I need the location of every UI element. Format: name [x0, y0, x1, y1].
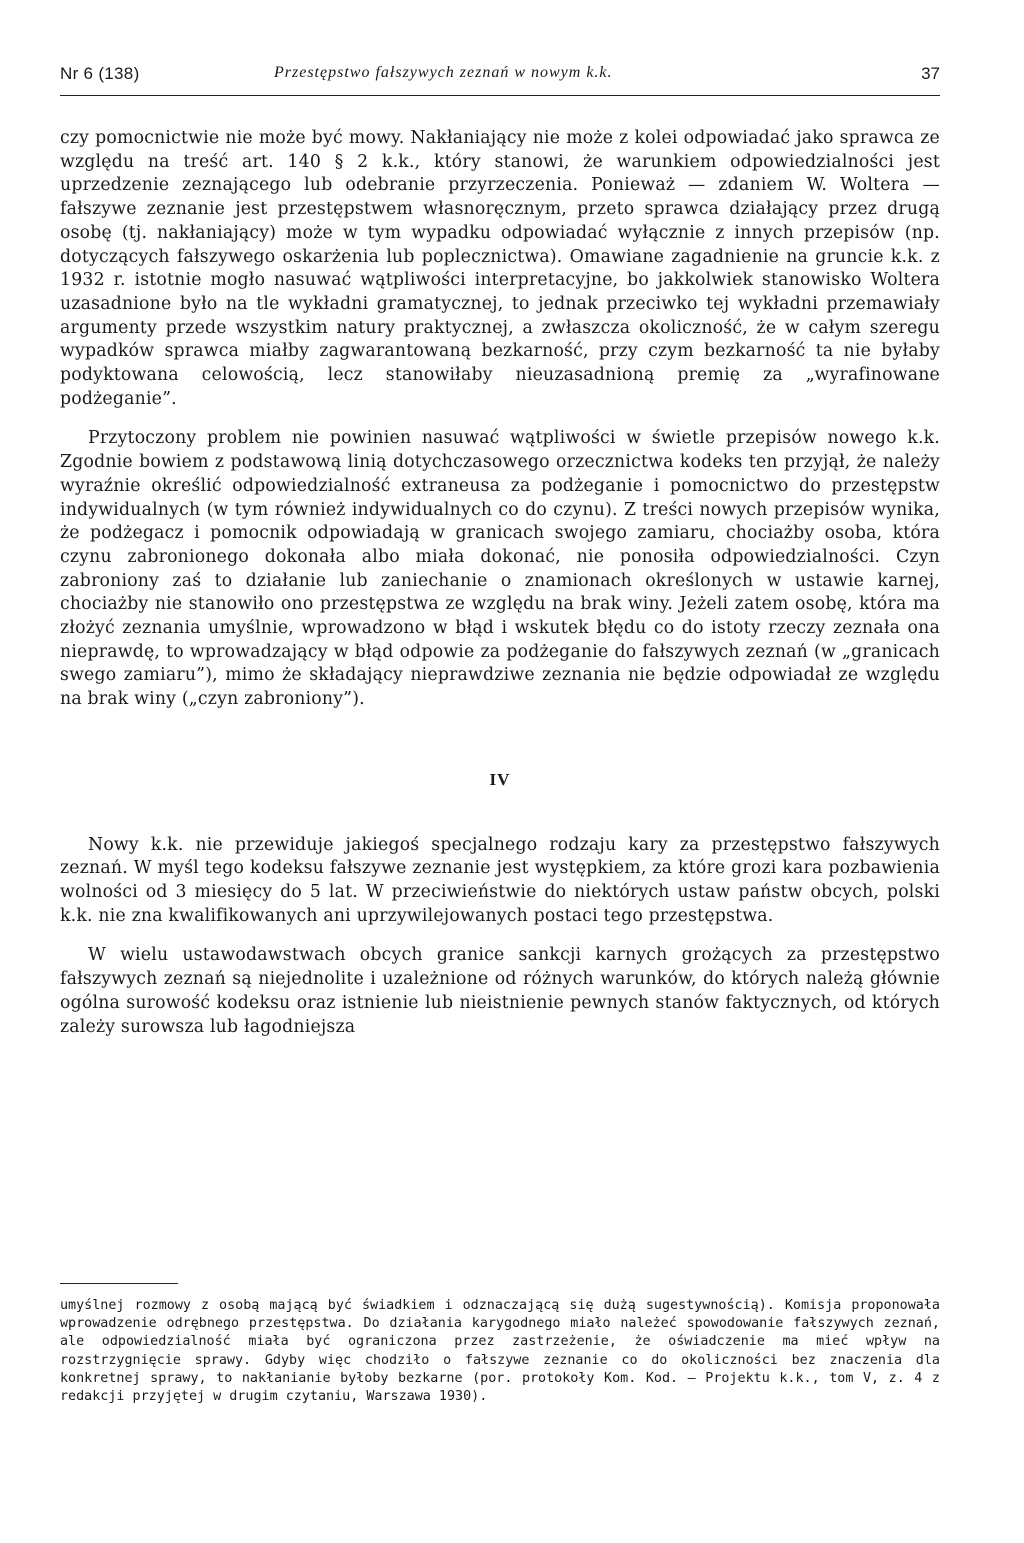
footnote-rule [60, 1283, 178, 1284]
paragraph: W wielu ustawodawstwach obcych granice sankcji karnych grożących za przestępstwo fałszywych zeznań są niejednolite i uzależnione od różnych warunków, do których należą głównie ogólna surowość kodeksu oraz istnienie lub nieistnienie pewnych stanów faktycznych, od których zależy surowsza lub łagodniejsza [60, 945, 940, 1037]
article-body [60, 127, 940, 1039]
paragraph: Nowy k.k. nie przewiduje jakiegoś specjalnego rodzaju kary za przestępstwo fałszywych zeznań. W myśl tego kodeksu fałszywe zeznanie jest występkiem, za które grozi kara pozbawienia wolności od 3 miesięcy do 5 lat. W przeciwieństwie do niektórych ustaw państw obcych, polski k.k. nie zna kwalifikowanych ani uprzywilejowanych postaci tego przestępstwa. [60, 834, 940, 926]
paragraph: czy pomocnictwie nie może być mowy. Nakłaniający nie może z kolei odpowiadać jako sprawca ze względu na treść art. 140 § 2 k.k., który stanowi, że warunkiem odpowiedzialności jest uprzedzenie zeznającego lub odebranie przyrzeczenia. Ponieważ — zdaniem W. Woltera — fałszywe zeznanie jest przestępstwem własnoręcznym, przeto sprawca działający przez drugą osobę (tj. nakłaniający) może w tym wypadku odpowiadać wyłącznie z innych przepisów (np. dotyczących fałszywego oskarżenia lub poplecznictwa). Omawiane zagadnienie na gruncie k.k. z 1932 r. istotnie mogło nasuwać wątpliwości interpretacyjne, bo jakkolwiek stanowisko Woltera uzasadnione było na tle wykładni gramatycznej, to jednak przeciwko tej wykładni przemawiały argumenty przede wszystkim natury praktycznej, a zwłaszcza okoliczność, że w całym szeregu wypadków sprawca miałby zagwarantowaną bezkarność, przy czym bezkarność ta nie byłaby podyktowana celowością, lecz stanowiłaby nieuzasadnioną premię za „wyrafinowane podżeganie”. [60, 128, 940, 409]
footnote-text: umyślnej rozmowy z osobą mającą być świadkiem i odznaczającą się dużą sugestywnością). Komisja proponowała wprowadzenie odrębnego przestępstwa. Do działania karygodnego miało należeć spowodowanie fałszywych zeznań, ale odpowiedzialność miała być ograniczona przez zastrzeżenie, że oświadczenie ma mieć wpływ na rozstrzygnięcie sprawy. Gdyby więc chodziło o fałszywe zeznanie co do okoliczności bez znaczenia dla konkretnej sprawy, to nakłanianie byłoby bezkarne (por. protokoły Kom. Kod. — Projektu k.k., tom V, z. 4 z redakcji przyjętej w drugim czytaniu, Warszawa 1930). [60, 1298, 940, 1405]
running-title: Przestępstwo fałszywych zeznań w nowym k.k. [274, 64, 613, 81]
page-number: 37 [921, 64, 940, 83]
issue-number: Nr 6 (138) [60, 64, 140, 83]
header-rule [60, 95, 940, 96]
page [60, 0, 940, 1543]
footnote [60, 1297, 940, 1406]
paragraph: Przytoczony problem nie powinien nasuwać wątpliwości w świetle przepisów nowego k.k. Zgodnie bowiem z podstawową linią dotychczasowego orzecznictwa kodeks ten przyjął, że należy wyraźnie określić odpowiedzialność extraneusa za podżeganie i pomocnictwo do przestępstw indywidualnych (w tym również indywidualnych co do czynu). Z treści nowych przepisów wynika, że podżegacz i pomocnik odpowiadają w granicach swojego zamiaru, chociażby osoba, która czynu zabronionego dokonała albo miała dokonać, nie ponosiła odpowiedzialności. Czyn zabroniony zaś to działanie lub zaniechanie o znamionach określonych w ustawie karnej, chociażby nie stanowiło ono przestępstwa ze względu na brak winy. Jeżeli zatem osobę, która ma złożyć zeznania umyślnie, wprowadzono w błąd i wskutek błędu co do istoty rzeczy zeznała ona nieprawdę, to wprowadzający w błąd odpowie za podżeganie do fałszywych zeznań (w „granicach swego zamiaru”), mimo że składający nieprawdziwe zeznania nie będzie odpowiadał ze względu na brak winy („czyn zabroniony”). [60, 428, 940, 710]
running-header [60, 60, 940, 90]
section-heading: IV [489, 769, 511, 789]
